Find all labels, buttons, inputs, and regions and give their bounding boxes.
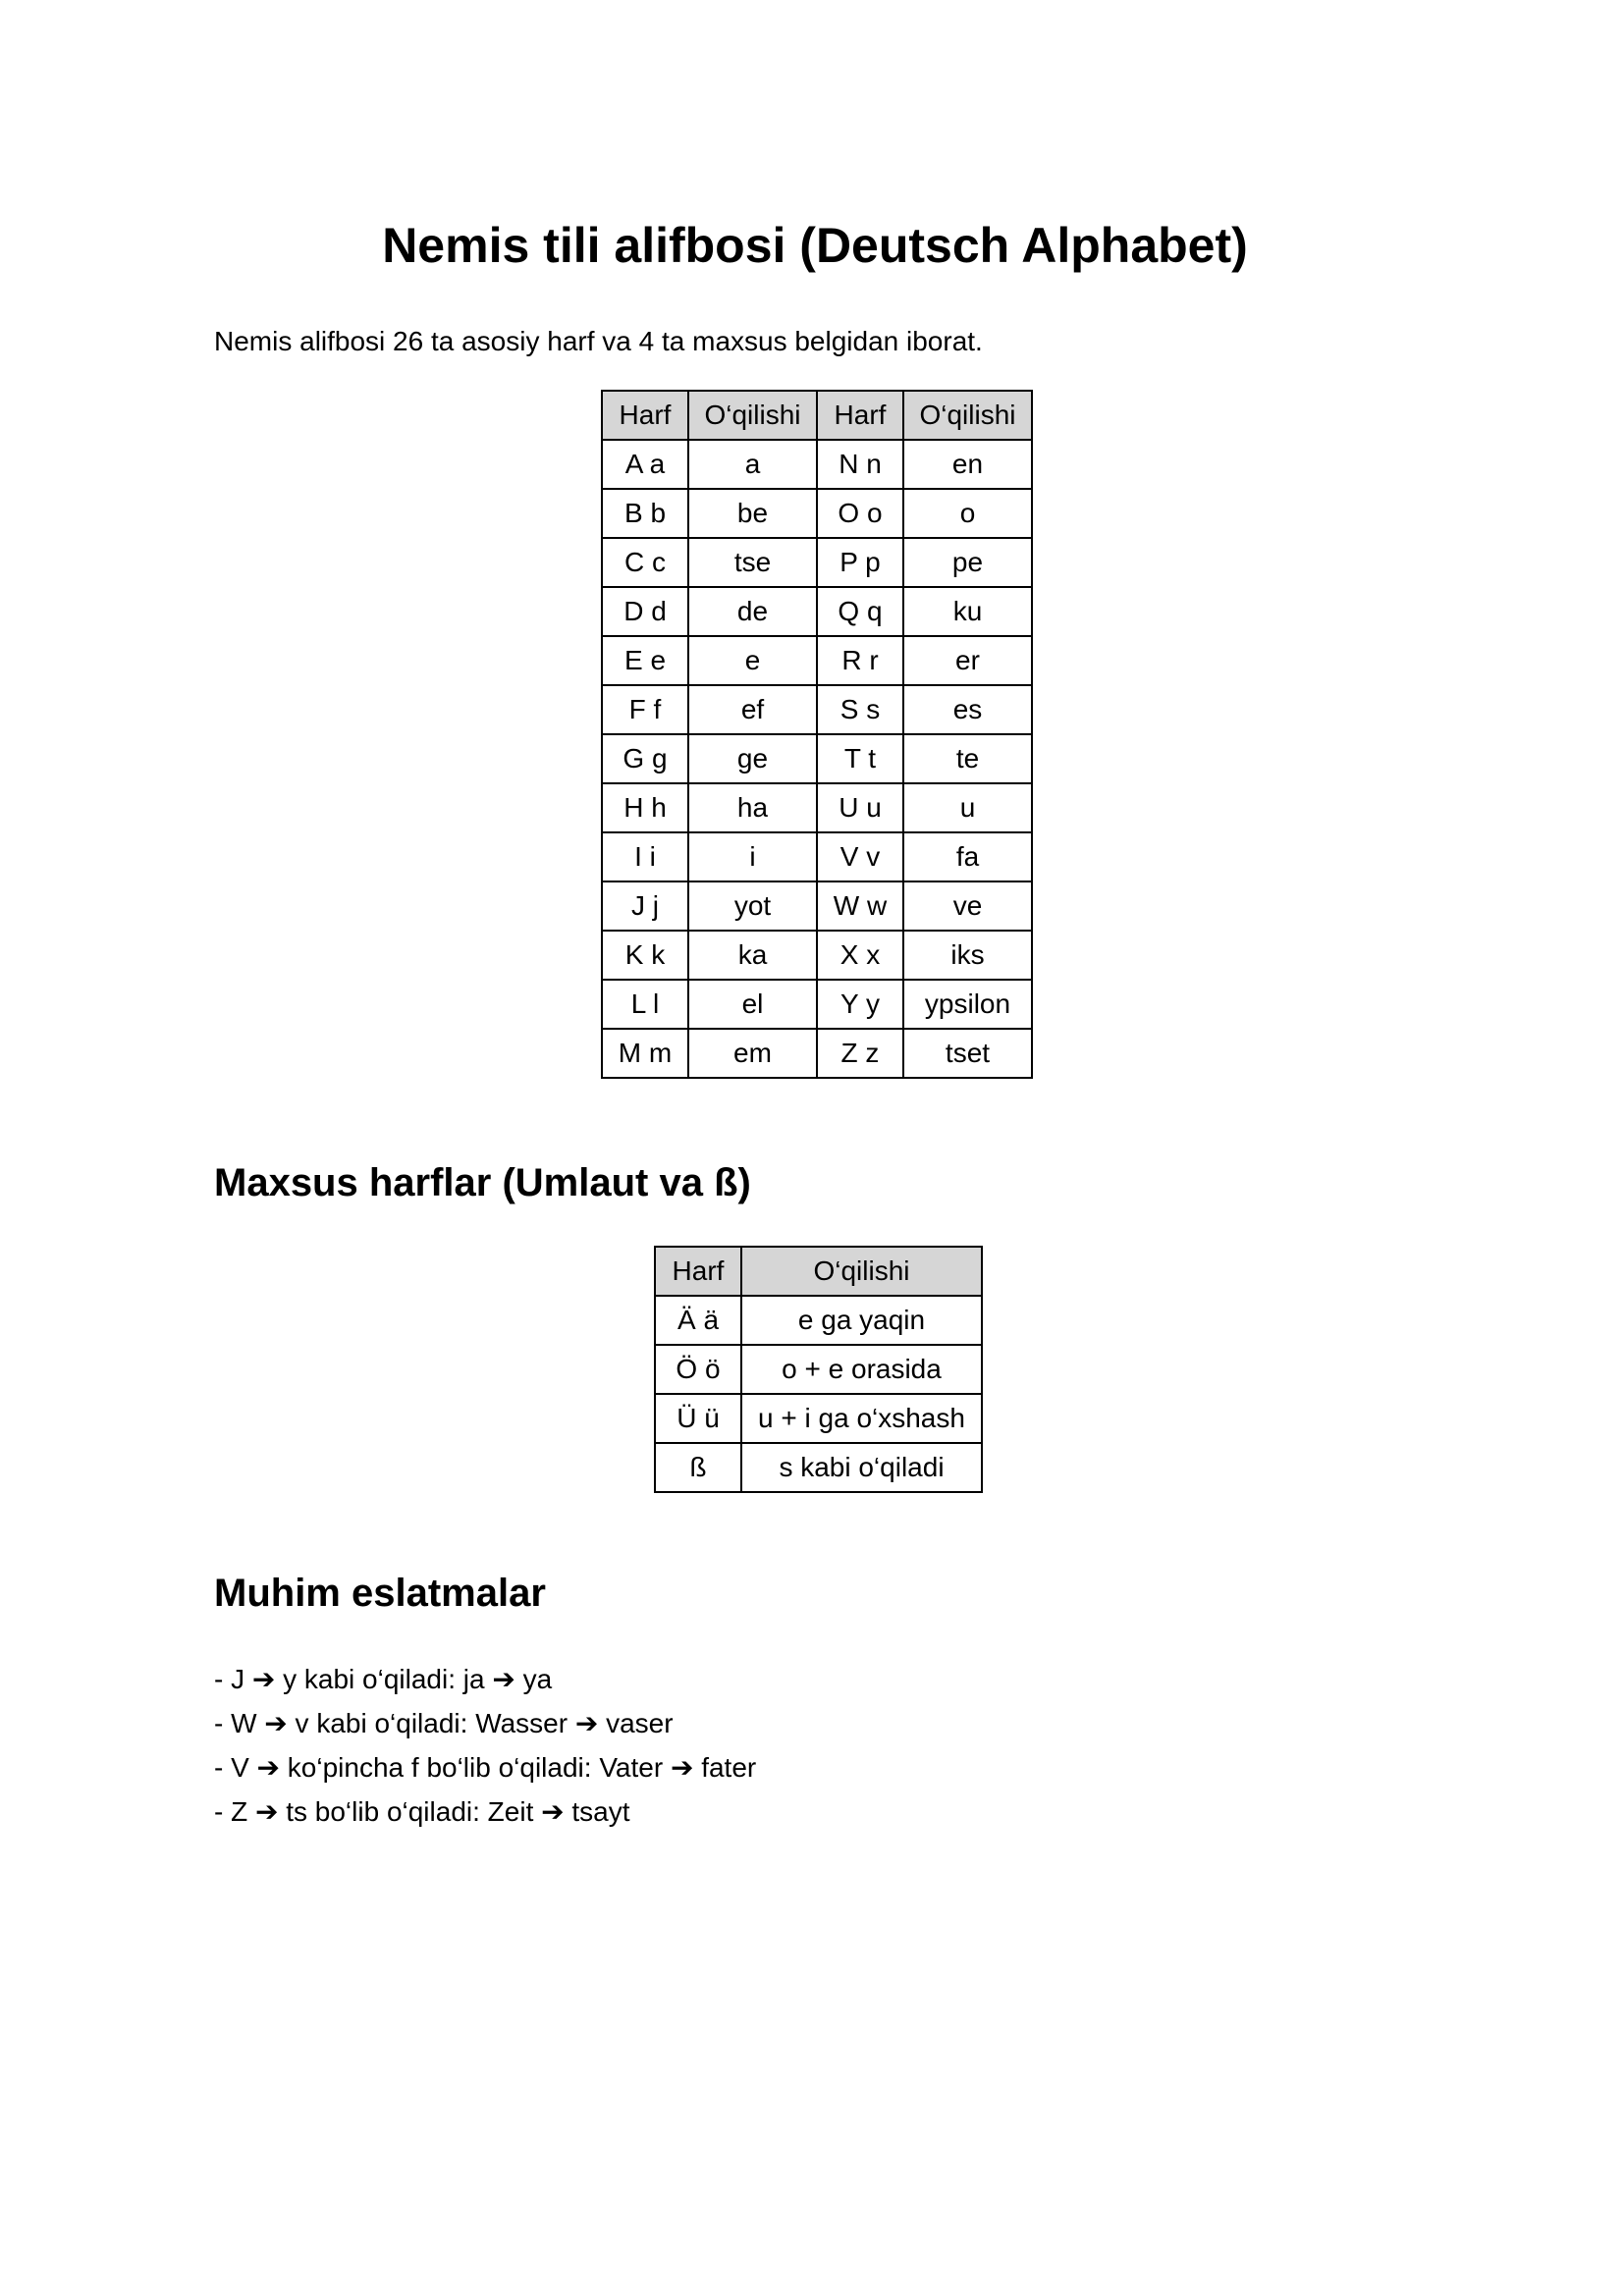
reading-cell: tset bbox=[903, 1029, 1032, 1078]
table-row bbox=[602, 685, 1032, 734]
reading-cell: e ga yaqin bbox=[741, 1296, 982, 1345]
table-row bbox=[602, 881, 1032, 931]
header-letter: Harf bbox=[817, 391, 903, 440]
reading-cell: u + i ga o‘xshash bbox=[741, 1394, 982, 1443]
reading-cell: pe bbox=[903, 538, 1032, 587]
reading-cell: ka bbox=[688, 931, 817, 980]
letter-cell: B b bbox=[602, 489, 688, 538]
reading-cell: ypsilon bbox=[903, 980, 1032, 1029]
letter-cell: Y y bbox=[817, 980, 903, 1029]
table-row bbox=[602, 538, 1032, 587]
reading-cell: er bbox=[903, 636, 1032, 685]
letter-cell: F f bbox=[602, 685, 688, 734]
reading-cell: s kabi o‘qiladi bbox=[741, 1443, 982, 1492]
reading-cell: ha bbox=[688, 783, 817, 832]
reading-cell: o bbox=[903, 489, 1032, 538]
reading-cell: i bbox=[688, 832, 817, 881]
table-row bbox=[655, 1443, 982, 1492]
letter-cell: Q q bbox=[817, 587, 903, 636]
letter-cell: O o bbox=[817, 489, 903, 538]
table-row bbox=[602, 636, 1032, 685]
letter-cell: Ü ü bbox=[655, 1394, 741, 1443]
header-reading: O‘qilishi bbox=[903, 391, 1032, 440]
list-item: - V ➔ ko‘pincha f bo‘lib o‘qiladi: Vater ➔ fater bbox=[214, 1752, 757, 1783]
page-title: Nemis tili alifbosi (Deutsch Alphabet) bbox=[382, 218, 1248, 273]
reading-cell: o + e orasida bbox=[741, 1345, 982, 1394]
reading-cell: em bbox=[688, 1029, 817, 1078]
letter-cell: U u bbox=[817, 783, 903, 832]
list-item: - Z ➔ ts bo‘lib o‘qiladi: Zeit ➔ tsayt bbox=[214, 1796, 630, 1827]
reading-cell: te bbox=[903, 734, 1032, 783]
table-row bbox=[602, 980, 1032, 1029]
notes-list bbox=[214, 1657, 756, 1834]
list-item: - J ➔ y kabi o‘qiladi: ja ➔ ya bbox=[214, 1664, 553, 1694]
letter-cell: ß bbox=[655, 1443, 741, 1492]
reading-cell: tse bbox=[688, 538, 817, 587]
letter-cell: R r bbox=[817, 636, 903, 685]
letter-cell: L l bbox=[602, 980, 688, 1029]
header-reading: O‘qilishi bbox=[741, 1247, 982, 1296]
notes-heading: Muhim eslatmalar bbox=[214, 1572, 546, 1615]
reading-cell: de bbox=[688, 587, 817, 636]
letter-cell: A a bbox=[602, 440, 688, 489]
header-reading: O‘qilishi bbox=[688, 391, 817, 440]
letter-cell: Ö ö bbox=[655, 1345, 741, 1394]
table-row bbox=[655, 1345, 982, 1394]
table-row bbox=[602, 832, 1032, 881]
reading-cell: es bbox=[903, 685, 1032, 734]
reading-cell: u bbox=[903, 783, 1032, 832]
reading-cell: en bbox=[903, 440, 1032, 489]
intro-text: Nemis alifbosi 26 ta asosiy harf va 4 ta maxsus belgidan iborat. bbox=[214, 326, 983, 356]
letter-cell: I i bbox=[602, 832, 688, 881]
letter-cell: X x bbox=[817, 931, 903, 980]
letter-cell: Ä ä bbox=[655, 1296, 741, 1345]
letter-cell: T t bbox=[817, 734, 903, 783]
special-letters-heading: Maxsus harflar (Umlaut va ß) bbox=[214, 1161, 751, 1204]
letter-cell: P p bbox=[817, 538, 903, 587]
letter-cell: C c bbox=[602, 538, 688, 587]
letter-cell: E e bbox=[602, 636, 688, 685]
reading-cell: a bbox=[688, 440, 817, 489]
table-row bbox=[602, 587, 1032, 636]
list-item: - W ➔ v kabi o‘qiladi: Wasser ➔ vaser bbox=[214, 1708, 674, 1738]
reading-cell: ve bbox=[903, 881, 1032, 931]
letter-cell: N n bbox=[817, 440, 903, 489]
table-row bbox=[655, 1296, 982, 1345]
table-row bbox=[655, 1394, 982, 1443]
alphabet-table bbox=[601, 390, 1033, 1079]
table-row bbox=[602, 1029, 1032, 1078]
table-header-row bbox=[655, 1247, 982, 1296]
letter-cell: D d bbox=[602, 587, 688, 636]
letter-cell: V v bbox=[817, 832, 903, 881]
table-row bbox=[602, 931, 1032, 980]
reading-cell: ge bbox=[688, 734, 817, 783]
reading-cell: fa bbox=[903, 832, 1032, 881]
reading-cell: ef bbox=[688, 685, 817, 734]
letter-cell: G g bbox=[602, 734, 688, 783]
letter-cell: S s bbox=[817, 685, 903, 734]
reading-cell: el bbox=[688, 980, 817, 1029]
reading-cell: yot bbox=[688, 881, 817, 931]
table-row bbox=[602, 440, 1032, 489]
reading-cell: ku bbox=[903, 587, 1032, 636]
letter-cell: H h bbox=[602, 783, 688, 832]
letter-cell: Z z bbox=[817, 1029, 903, 1078]
reading-cell: be bbox=[688, 489, 817, 538]
table-row bbox=[602, 734, 1032, 783]
table-row bbox=[602, 783, 1032, 832]
letter-cell: K k bbox=[602, 931, 688, 980]
letter-cell: M m bbox=[602, 1029, 688, 1078]
reading-cell: e bbox=[688, 636, 817, 685]
table-header-row bbox=[602, 391, 1032, 440]
header-letter: Harf bbox=[655, 1247, 741, 1296]
letter-cell: J j bbox=[602, 881, 688, 931]
reading-cell: iks bbox=[903, 931, 1032, 980]
special-letters-table bbox=[654, 1246, 983, 1493]
letter-cell: W w bbox=[817, 881, 903, 931]
header-letter: Harf bbox=[602, 391, 688, 440]
table-row bbox=[602, 489, 1032, 538]
